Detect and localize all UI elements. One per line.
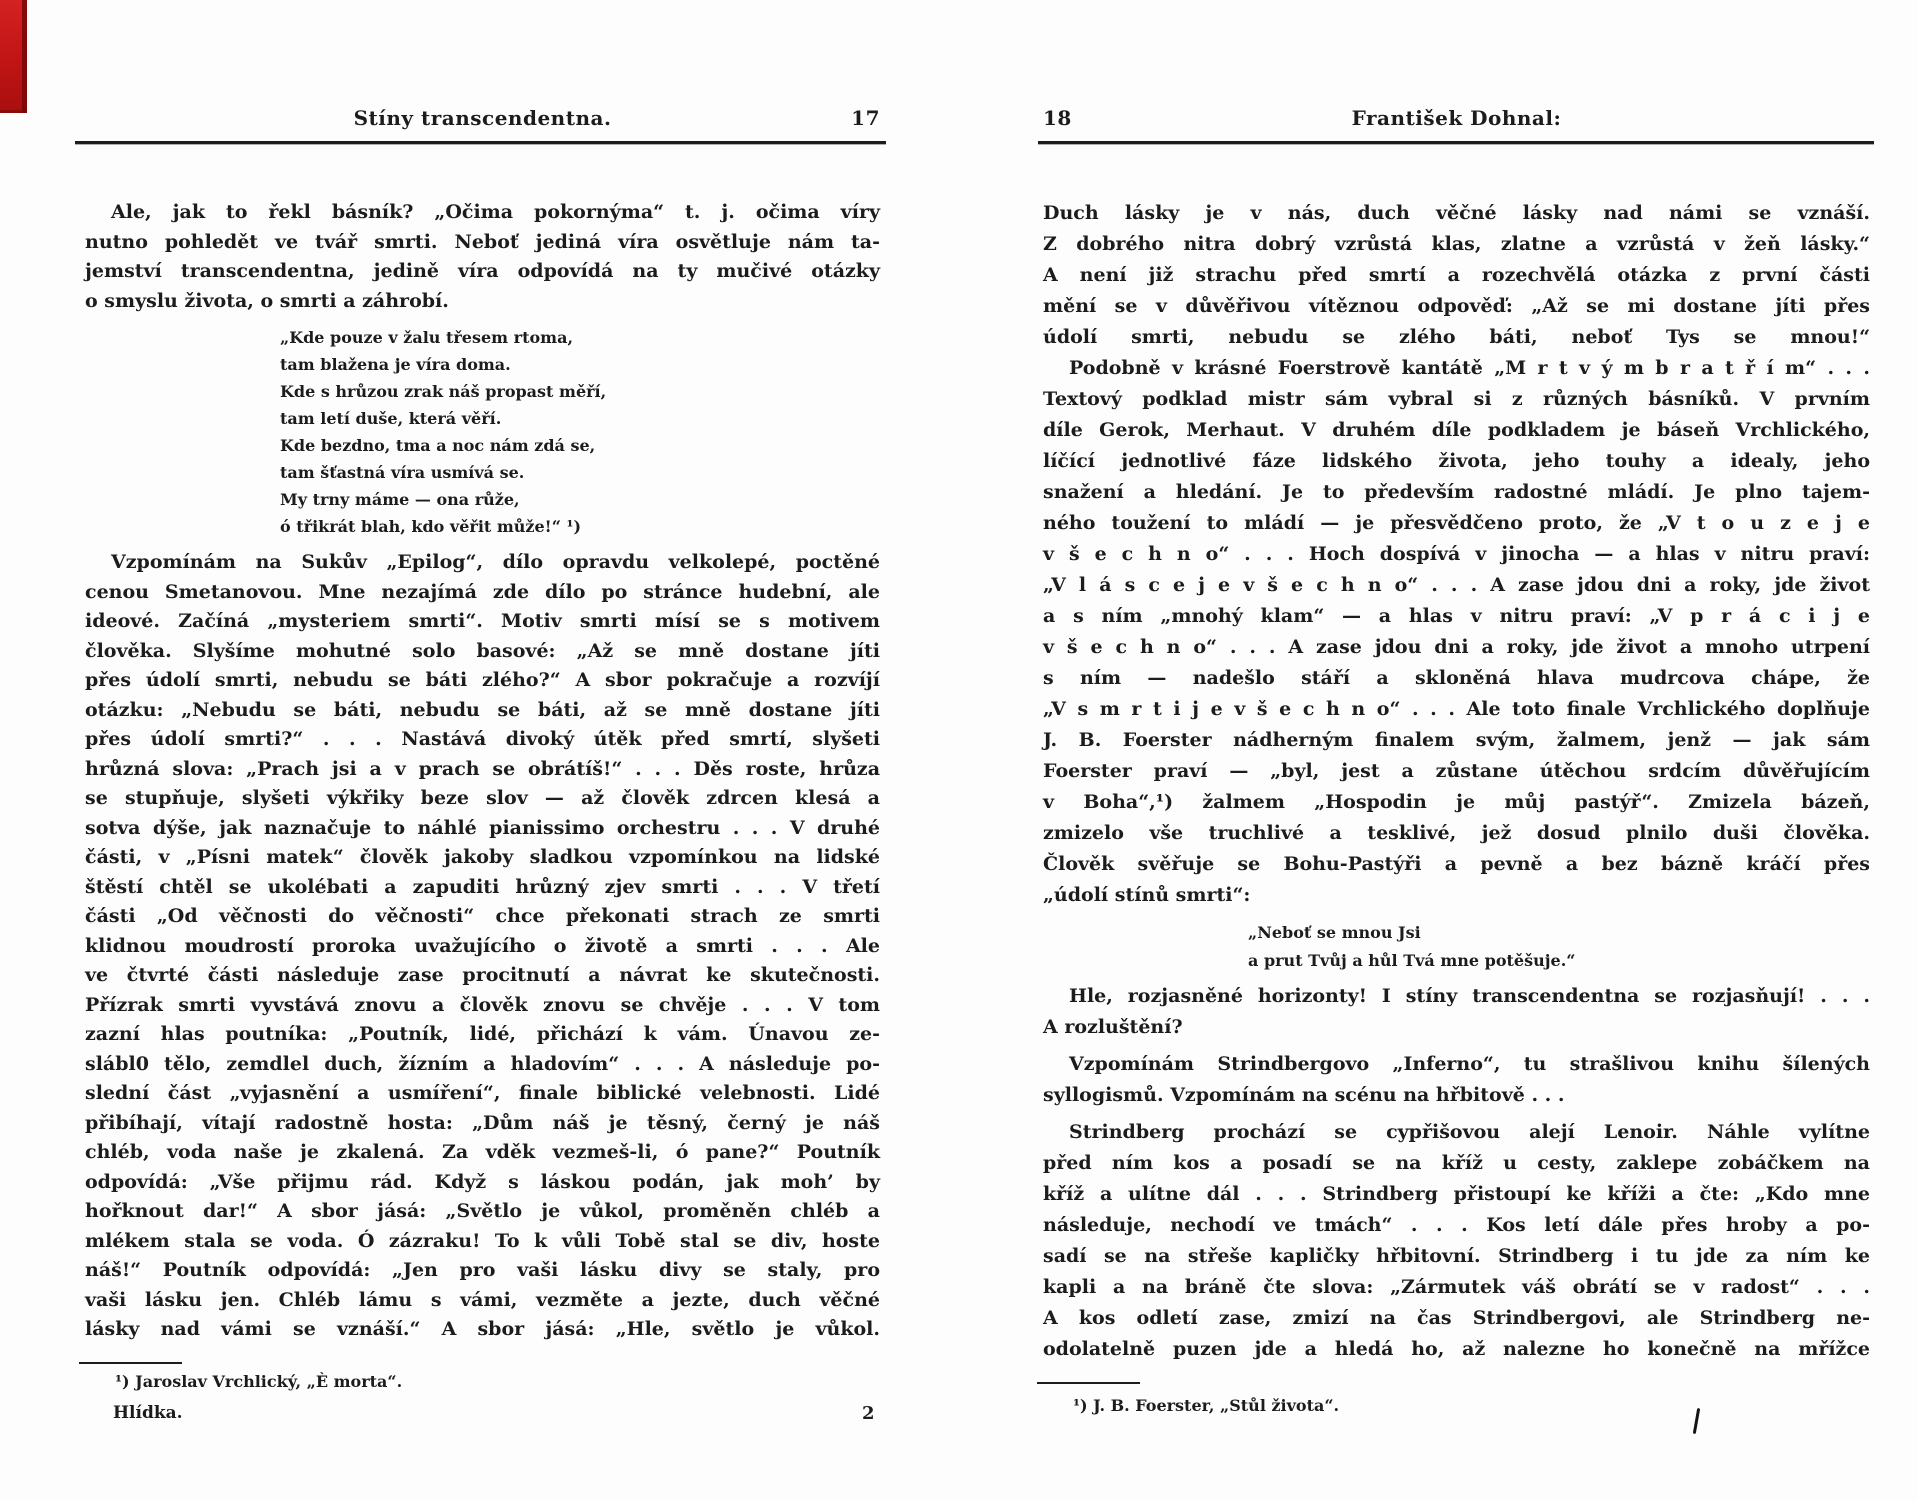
text-line: otázku: „Nebudu se báti, nebudu se báti, až se mně dostane jíti: [85, 698, 880, 721]
verse-line: tam blažena je víra doma.: [280, 355, 511, 374]
text-line: se stupňuje, slyšeti výkřiky beze slov — až člověk zdrcen klesá a: [85, 787, 880, 809]
paragraph: [1043, 981, 1870, 1043]
text-line: zmizelo vše truchlivé a tesklivé, jež dosud plnilo duši člověka.: [1043, 822, 1870, 844]
text-line: „údolí stínů smrti“:: [1043, 884, 1251, 906]
text-line: klidnou moudrostí proroka uvažujícího o životě a smrti . . . Ale: [85, 934, 880, 957]
text-line: zazní hlas poutníka: „Poutník, lidé, přichází k vám. Únavou ze-: [85, 1023, 880, 1045]
text-line: Ale, jak to řekl básník? „Očima pokornýma“ t. j. očima víry: [111, 201, 880, 223]
text-line: cenou Smetanovou. Mne nezajímá zde dílo po stránce hudební, ale: [85, 580, 880, 603]
text-line: chléb, voda naše je zkalená. Za vděk vezmeš-li, ó pane?“ Poutník: [85, 1141, 880, 1163]
paragraph: [1043, 198, 1870, 353]
page-number-left: 17: [851, 106, 880, 130]
page-right-body: [1043, 198, 1870, 1365]
text-line: přes údolí smrti, nebudu se báti zlého?“ A sbor pokračuje a rozvíjí: [85, 669, 880, 691]
text-line: ného toužení to mládí — je přesvědčeno proto, že „V t o u z e j e: [1043, 512, 1870, 534]
sheet-number: 2: [862, 1403, 875, 1424]
red-bookmark: [0, 0, 27, 113]
running-header-right: [1043, 106, 1870, 136]
text-line: člověka. Slyšíme mohutné solo basové: „Až se mně dostane jíti: [85, 639, 880, 662]
text-line: o smyslu života, o smrti a záhrobí.: [85, 289, 449, 312]
text-line: „V l á s c e j e v š e c h n o“ . . . A zase jdou dni a roky, jde život: [1043, 574, 1870, 596]
text-line: v š e c h n o“ . . . A zase jdou dni a roky, jde život a mnoho utrpení: [1043, 636, 1870, 658]
text-line: syllogismů. Vzpomínám na scénu na hřbitově . . .: [1043, 1084, 1565, 1106]
verse-line: a prut Tvůj a hůl Tvá mne potěšuje.“: [1248, 951, 1576, 970]
paragraph: [85, 198, 880, 316]
header-title-left: Stíny transcendentna.: [353, 106, 612, 130]
text-line: Podobně v krásné Foerstrově kantátě „M r t v ý m b r a t ř í m“ . . .: [1069, 357, 1870, 379]
text-line: Foerster praví — „byl, jest a zůstane útěchou srdcím důvěřujícím: [1043, 760, 1870, 782]
text-line: Vzpomínám na Sukův „Epilog“, dílo opravdu velkolepé, poctěné: [111, 551, 880, 573]
verse-line: tam letí duše, která věří.: [280, 409, 502, 428]
page-number-right: 18: [1043, 106, 1072, 130]
footer-row-left: [85, 1403, 880, 1429]
text-line: Hle, rozjasněné horizonty! I stíny transcendentna se rozjasňují! . . .: [1069, 985, 1870, 1007]
text-line: části „Od věčnosti do věčnosti“ chce překonati strach ze smrti: [85, 905, 880, 927]
text-line: slední část „vyjasnění a usmíření“, finale biblické velebnosti. Lidé: [85, 1082, 880, 1104]
verse-line: My trny máme — ona růže,: [280, 490, 520, 509]
text-line: A není již strachu před smrtí a rozechvělá otázka z první části: [1043, 264, 1870, 286]
text-line: Vzpomínám Strindbergovo „Inferno“, tu strašlivou knihu šílených: [1069, 1053, 1870, 1075]
verse-quote: [1248, 919, 1870, 975]
paragraph: [85, 548, 880, 1345]
text-line: odpovídá: „Vše přijmu rád. Když s láskou podán, jak moh’ by: [85, 1170, 880, 1193]
text-line: vaši lásku jen. Chléb lámu s vámi, vezměte a jezte, duch věčné: [85, 1288, 880, 1311]
footnote-right: ¹) J. B. Foerster, „Stůl života“.: [1073, 1396, 1340, 1415]
text-line: snažení a hledání. Je to především radostné mládí. Je plno tajem-: [1043, 481, 1870, 503]
text-line: hořknout dar!“ A sbor jásá: „Světlo je vůkol, proměněn chléb a: [85, 1200, 880, 1222]
text-line: slábl0 tělo, zemdlel duch, žízním a hladovím“ . . . A následuje po-: [85, 1052, 880, 1075]
text-line: hrůzná slova: „Prach jsi a v prach se obrátíš!“ . . . Děs roste, hrůza: [85, 757, 880, 780]
verse-line: „Kde pouze v žalu třesem rtoma,: [280, 328, 574, 347]
footnote-rule-right: [1037, 1382, 1140, 1384]
text-line: Duch lásky je v nás, duch věčné lásky nad námi se vznáší.: [1043, 202, 1870, 224]
page-left: [85, 0, 880, 1501]
page-left-body: [85, 198, 880, 1345]
text-line: přibíhají, vítají radostně hosta: „Dům náš je těsný, černý je náš: [85, 1111, 880, 1134]
text-line: s ním — nadešlo stáří a skloněná hlava mudrcova chápe, že: [1043, 667, 1870, 689]
text-line: Přízrak smrti vyvstává znovu a člověk znovu se chvěje . . . V tom: [85, 993, 880, 1016]
verse-quote: [280, 324, 880, 540]
text-line: následuje, nechodí ve tmách“ . . . Kos letí dále přes hroby a po-: [1043, 1214, 1870, 1236]
text-line: mění se v důvěřivou vítěznou odpověď: „Až se mi dostane jíti přes: [1043, 295, 1870, 317]
text-line: ideové. Začíná „mysteriem smrti“. Motiv smrti mísí se s motivem: [85, 610, 880, 632]
text-line: ve čtvrté části následuje zase procitnutí a návrat ke skutečnosti.: [85, 964, 880, 986]
text-line: Strindberg prochází se cypřišovou alejí Lenoir. Náhle vylítne: [1069, 1121, 1870, 1143]
running-header-left: [85, 106, 880, 136]
header-rule-right: [1038, 141, 1874, 145]
text-line: v š e c h n o“ . . . Hoch dospívá v jinocha — a hlas v nitru praví:: [1043, 543, 1870, 565]
text-line: štěstí chtěl se ukolébati a zapuditi hrůzný zjev smrti . . . V třetí: [85, 875, 880, 898]
verse-line: Kde s hrůzou zrak náš propast měří,: [280, 382, 607, 401]
footnote-left: ¹) Jaroslav Vrchlický, „È morta“.: [115, 1372, 403, 1391]
text-line: náš!“ Poutník odpovídá: „Jen pro vaši lásku divy se staly, pro: [85, 1259, 880, 1281]
text-line: A rozluštění?: [1043, 1016, 1183, 1038]
text-line: Textový podklad mistr sám vybral si z různých básníků. V prvním: [1043, 388, 1870, 410]
verse-line: tam šťastná víra usmívá se.: [280, 463, 525, 482]
verse-line: Kde bezdno, tma a noc nám zdá se,: [280, 436, 596, 455]
text-line: sotva dýše, jak naznačuje to náhlé pianissimo orchestru . . . V druhé: [85, 816, 880, 839]
paragraph: [1043, 353, 1870, 911]
text-line: a s ním „mnohý klam“ — a hlas v nitru praví: „V p r á c i j e: [1043, 605, 1870, 627]
text-line: kapli a na bráně čte slova: „Zármutek váš obrátí se v radost“ . . .: [1043, 1276, 1870, 1298]
paragraph: [1043, 1117, 1870, 1365]
verse-line: „Neboť se mnou Jsi: [1248, 923, 1421, 942]
text-line: J. B. Foerster nádherným finalem svým, žalmem, jenž — jak sám: [1043, 729, 1870, 751]
text-line: A kos odletí zase, zmizí na čas Strindbergovi, ale Strindberg ne-: [1043, 1307, 1870, 1329]
text-line: Člověk svěřuje se Bohu-Pastýři a pevně a bez bázně kráčí přes: [1043, 853, 1870, 875]
journal-name: Hlídka.: [113, 1403, 183, 1423]
text-line: přes údolí smrti?“ . . . Nastává divoký útěk před smrtí, slyšeti: [85, 728, 880, 750]
text-line: jemství transcendentna, jedině víra odpovídá na ty mučivé otázky: [85, 260, 880, 282]
header-title-right: František Dohnal:: [1351, 106, 1562, 130]
text-line: před ním kos a posadí se na kříž u cesty, zaklepe zobáčkem na: [1043, 1152, 1870, 1174]
text-line: sadí se na střeše kapličky hřbitovní. Strindberg i tu jde za ním ke: [1043, 1245, 1870, 1267]
text-line: části, v „Písni matek“ člověk jakoby sladkou vzpomínkou na lidské: [85, 846, 880, 868]
footnote-rule-left: [79, 1362, 182, 1364]
text-line: nutno pohledět ve tvář smrti. Neboť jediná víra osvětluje nám ta-: [85, 230, 880, 253]
verse-line: ó třikrát blah, kdo věřit může!“ ¹): [280, 517, 582, 536]
text-line: lásky nad vámi se vznáší.“ A sbor jásá: „Hle, světlo je vůkol.: [85, 1318, 880, 1340]
text-line: líčící jednotlivé fáze lidského života, jeho touhy a idealy, jeho: [1043, 450, 1870, 472]
text-line: díle Gerok, Merhaut. V druhém díle podkladem je báseň Vrchlického,: [1043, 419, 1870, 441]
text-line: mlékem stala se voda. Ó zázraku! To k vůli Tobě stal se div, hoste: [85, 1229, 880, 1252]
text-line: „V s m r t i j e v š e c h n o“ . . . Ale toto finale Vrchlického doplňuje: [1043, 698, 1870, 720]
header-rule-left: [75, 141, 886, 145]
paragraph: [1043, 1049, 1870, 1111]
text-line: Z dobrého nitra dobrý vzrůstá klas, zlatne a vzrůstá v žeň lásky.“: [1043, 233, 1870, 255]
text-line: v Boha“,¹) žalmem „Hospodin je můj pastýř“. Zmizela bázeň,: [1043, 791, 1870, 813]
text-line: odolatelně puzen jde a hledá ho, až nalezne ho konečně na mřížce: [1043, 1338, 1870, 1360]
text-line: kříž a ulítne dál . . . Strindberg přistoupí ke kříži a čte: „Kdo mne: [1043, 1183, 1870, 1205]
text-line: údolí smrti, nebudu se zlého báti, neboť Tys se mnou!“: [1043, 326, 1870, 348]
page-right: [1043, 0, 1870, 1501]
